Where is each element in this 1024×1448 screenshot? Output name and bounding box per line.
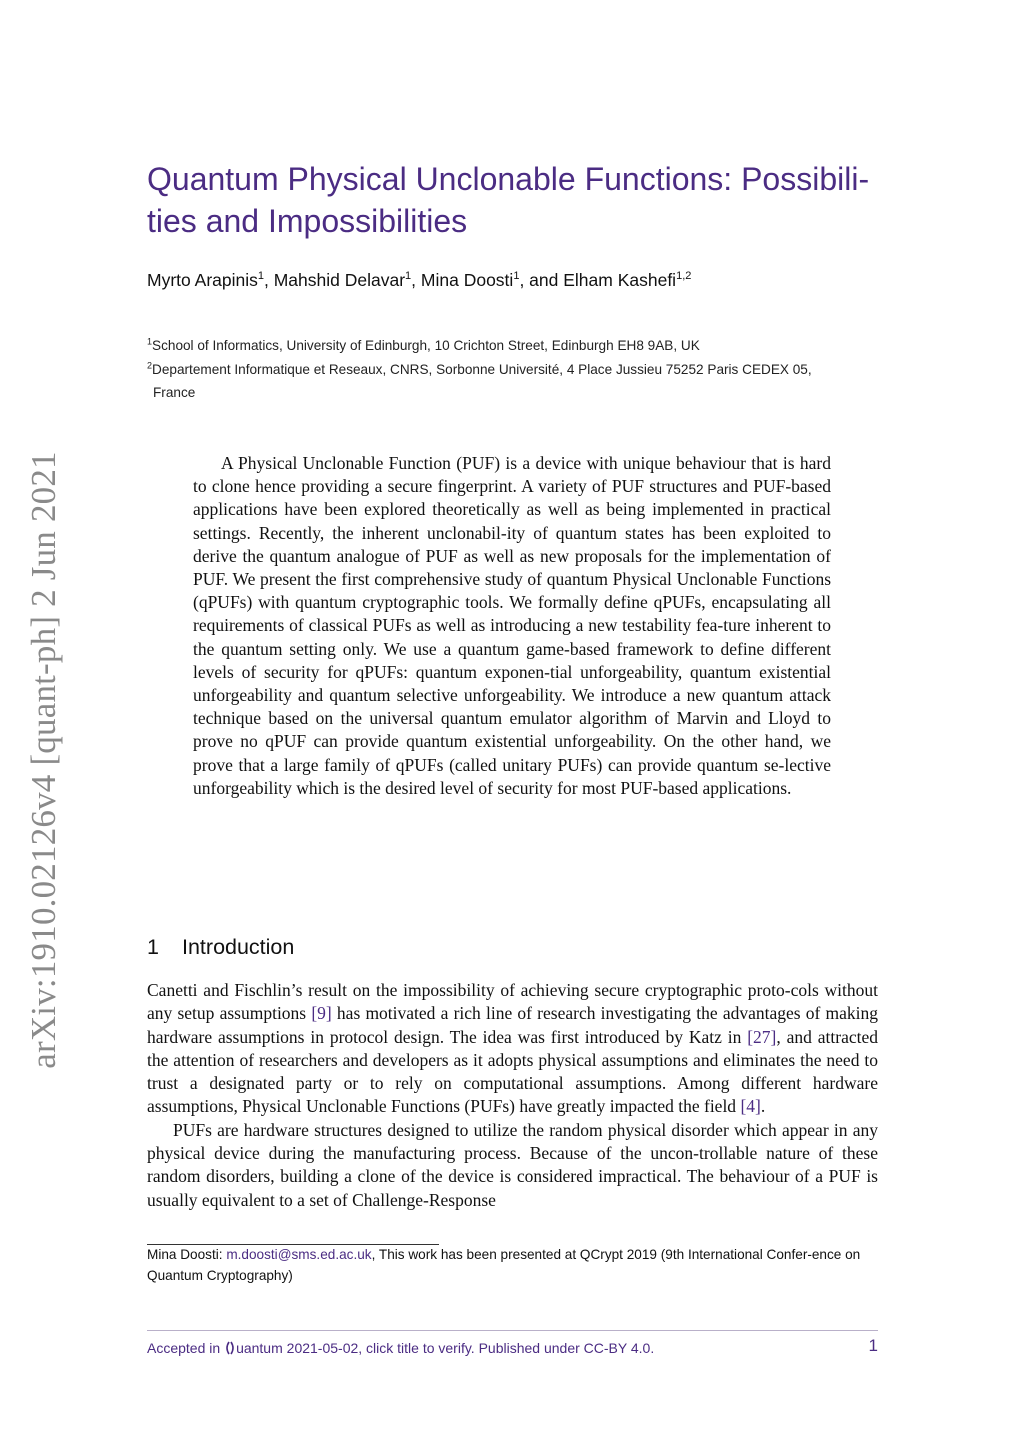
paragraph-text: . [760,1096,766,1117]
author-affiliation-mark: 1 [405,270,412,283]
paragraph-text: , and attracted the attention of researchers and developers as it adopts physical assumptions and eliminates the need to trust a designated party or to rely on computational assumptions. Among different hardware assumptions, Physical Unclonable Functions (PUFs) have greatly impacted the field [147,1026,878,1117]
author-name: Mina Doosti [420,270,514,290]
footer-acceptance-note[interactable] [147,1337,654,1359]
citation-link[interactable]: [27] [747,1026,777,1047]
footnote-text: , This work has been presented at QCrypt 2019 (9th International Confer-ence on Quantum Cryptography) [147,1247,861,1283]
footnote-author: Mina Doosti: [147,1247,227,1262]
author-separator: , and [519,270,564,290]
affiliation-continuation: France [153,385,196,400]
footer-divider [147,1330,878,1331]
paragraph: PUFs are hardware structures designed to utilize the random physical disorder which appear in any physical device during the manufacturing process. Because of the uncon-trollable nature of these random disorders, building a clone of the device is considered impractical. The behaviour of a PUF is usually equivalent to a set of Challenge-Response [147,1119,878,1210]
author-list [147,268,892,292]
author-name: Mahshid Delavar [273,270,406,290]
footer-accepted-prefix: Accepted in [147,1340,225,1356]
citation-link[interactable]: [9] [311,1003,332,1024]
paper-title-line-2: ties and Impossibilities [147,203,468,239]
abstract: A Physical Unclonable Function (PUF) is a device with unique behaviour that is hard to clone hence providing a secure fingerprint. A variety of PUF structures and PUF-based applications have been explored theoretically as well as being implemented in practical settings. Recently, the inherent unclonabil-ity of quantum states has been exploited to derive the quantum analogue of PUF as well as new proposals for the implementation of PUF. We present the first comprehensive study of quantum Physical Unclonable Functions (qPUFs) with quantum cryptographic tools. We formally define qPUFs, encapsulating all requirements of classical PUFs as well as introducing a new testability fea-ture inherent to the quantum setting only. We use a quantum game-based framework to define different levels of security for qPUFs: quantum exponen-tial unforgeability, quantum existential unforgeability and quantum selective unforgeability. We introduce a new quantum attack technique based on the universal quantum emulator algorithm of Marvin and Lloyd to prove no qPUF can provide quantum existential unforgeability. On the other hand, we prove that a large family of qPUFs (called unitary PUFs) can provide quantum se-lective unforgeability which is the desired level of security for most PUF-based applications. [193,453,831,798]
affiliation-item [147,358,887,382]
footnote [147,1244,878,1286]
email-link[interactable]: m.doosti@sms.ed.ac.uk [226,1247,372,1262]
author-separator: , [264,270,274,290]
page-footer [147,1337,878,1361]
affiliation-item [147,334,887,358]
author-name: Myrto Arapinis [147,270,258,290]
section-title: Introduction [182,935,295,959]
paper-title-line-1: Quantum Physical Unclonable Functions: Possibili- [147,161,870,197]
body-text [147,979,878,1212]
paragraph-text: Canetti and Fischlin’s result on the impossibility of achieving secure cryptographic proto-cols without any setup assumptions [147,980,878,1024]
affiliation-mark: 1 [147,336,153,347]
author-name: Elham Kashefi [563,270,677,290]
paragraph-text: has motivated a rich line of research investigating the advantages of making hardware assumptions in protocol design. The idea was first introduced by Katz in [147,1003,879,1047]
quantum-logo-text: uantum [236,1340,283,1356]
arxiv-identifier-stamp: arXiv:1910.02126v4 [quant-ph] 2 Jun 2021 [24,451,63,1069]
author-affiliation-mark: 1 [257,270,264,283]
paper-title[interactable] [147,158,892,242]
affiliation-text: School of Informatics, University of Edinburgh, 10 Crichton Street, Edinburgh EH8 9AB, UK [152,338,700,353]
section-number: 1 [147,935,159,959]
affiliation-list [147,334,887,405]
quantum-logo-icon [224,1341,236,1355]
section-heading [147,932,847,962]
citation-link[interactable]: [4] [740,1096,761,1117]
affiliation-text: Departement Informatique et Reseaux, CNRS, Sorbonne Université, 4 Place Jussieu 75252 Paris CEDEX 05, [152,361,812,377]
author-separator: , [411,270,421,290]
author-affiliation-mark: 1,2 [676,270,692,283]
author-affiliation-mark: 1 [513,270,520,283]
quantum-journal-logo [224,1337,283,1359]
paragraph [147,979,878,1119]
page-number: 1 [868,1336,878,1355]
footer-accepted-suffix: 2021-05-02, click title to verify. Published under CC-BY 4.0. [282,1340,655,1356]
affiliation-mark: 2 [147,359,153,370]
